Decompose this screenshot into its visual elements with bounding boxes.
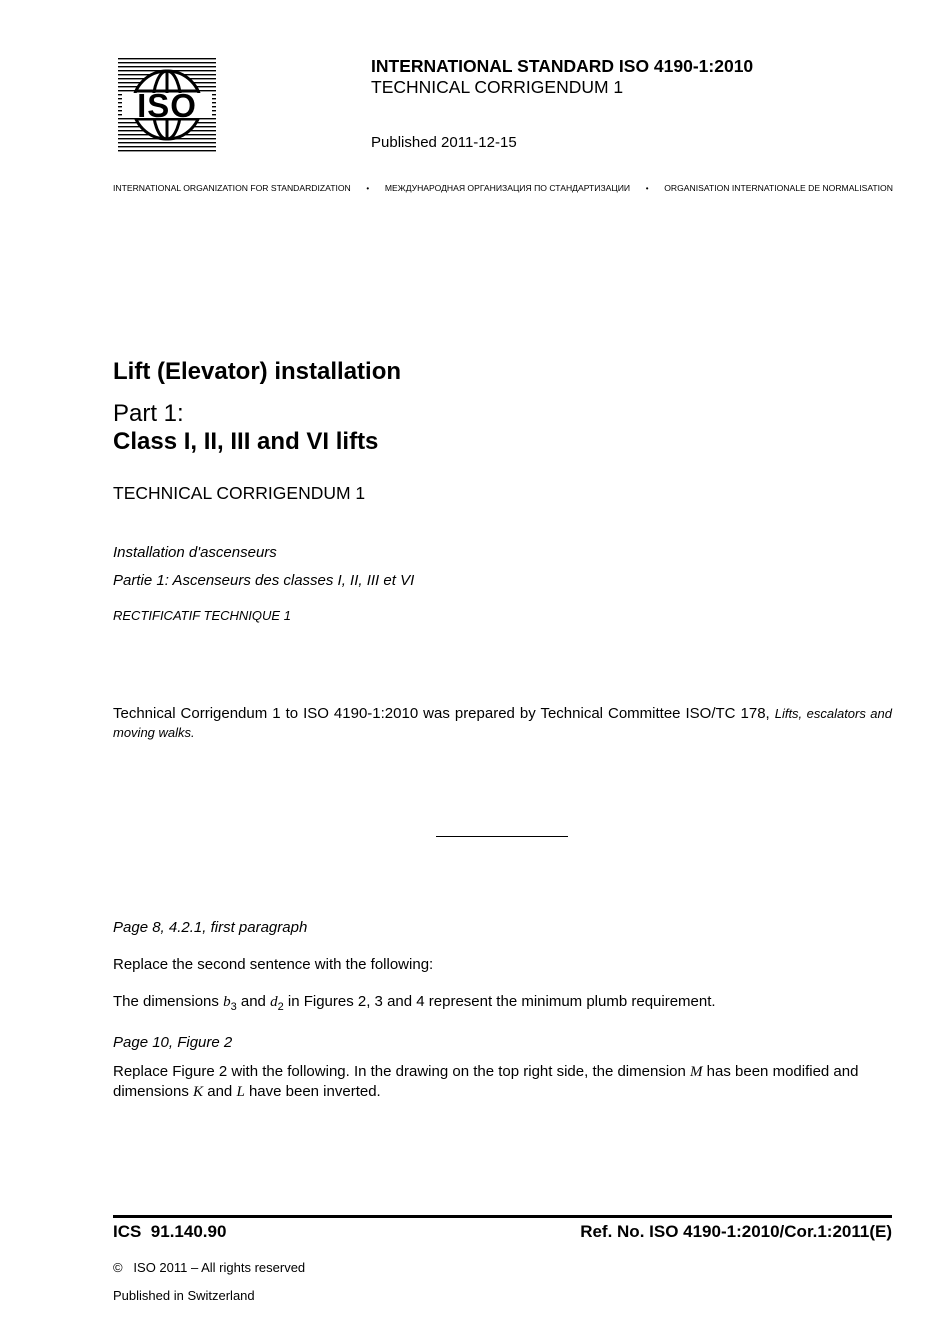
logo-text: ISO bbox=[137, 87, 197, 124]
publication-date: Published 2011-12-15 bbox=[371, 134, 517, 151]
var-b: b bbox=[223, 994, 231, 1010]
ics-code: ICS 91.140.90 bbox=[113, 1222, 227, 1241]
var-d-subscript: 2 bbox=[277, 1001, 284, 1013]
document-part-title: Class I, II, III and VI lifts bbox=[113, 428, 379, 455]
fig-text-2: has been modified and dimensions bbox=[113, 1063, 859, 1100]
reference-number: Ref. No. ISO 4190-1:2010/Cor.1:2011(E) bbox=[580, 1222, 892, 1241]
org-separator: • bbox=[645, 184, 649, 193]
footer-rule bbox=[113, 1215, 892, 1218]
figure-2-instruction bbox=[113, 1062, 892, 1102]
dims-and: and bbox=[236, 993, 271, 1010]
organization-line bbox=[113, 183, 893, 194]
intro-text: Technical Corrigendum 1 to ISO 4190-1:2010 was prepared by Technical Committee ISO/TC 178, bbox=[113, 705, 775, 722]
french-part-title: Partie 1: Ascenseurs des classes I, II, III et VI bbox=[113, 572, 415, 589]
section-reference-page-10: Page 10, Figure 2 bbox=[113, 1034, 233, 1051]
org-name-en: INTERNATIONAL ORGANIZATION FOR STANDARDIZATION bbox=[113, 183, 351, 193]
document-part: Part 1: bbox=[113, 400, 184, 427]
org-name-ru: МЕЖДУНАРОДНАЯ ОРГАНИЗАЦИЯ ПО СТАНДАРТИЗАЦИИ bbox=[384, 183, 631, 193]
dimensions-sentence bbox=[113, 993, 716, 1012]
committee-title: Lifts, escalators and moving walks. bbox=[113, 706, 892, 740]
document-title: Lift (Elevator) installation bbox=[113, 358, 402, 385]
replace-instruction: Replace the second sentence with the following: bbox=[113, 956, 434, 973]
published-in: Published in Switzerland bbox=[113, 1288, 255, 1303]
org-name-fr: ORGANISATION INTERNATIONALE DE NORMALISATION bbox=[664, 183, 893, 193]
french-corrigendum-label: RECTIFICATIF TECHNIQUE 1 bbox=[113, 608, 291, 623]
var-b-subscript: 3 bbox=[230, 1001, 237, 1013]
french-title: Installation d'ascenseurs bbox=[113, 544, 277, 561]
iso-logo bbox=[118, 57, 216, 153]
intro-paragraph bbox=[113, 704, 892, 742]
standard-subtitle: TECHNICAL CORRIGENDUM 1 bbox=[371, 77, 624, 97]
fig-text-3: and bbox=[203, 1083, 237, 1100]
corrigendum-label: TECHNICAL CORRIGENDUM 1 bbox=[113, 483, 366, 503]
dims-suffix: in Figures 2, 3 and 4 represent the minimum plumb requirement. bbox=[283, 993, 716, 1010]
var-l: L bbox=[236, 1084, 245, 1100]
var-d: d bbox=[270, 994, 278, 1010]
standard-title: INTERNATIONAL STANDARD ISO 4190-1:2010 bbox=[371, 56, 754, 76]
var-m: M bbox=[690, 1064, 703, 1080]
org-separator: • bbox=[366, 184, 370, 193]
section-reference-page-8: Page 8, 4.2.1, first paragraph bbox=[113, 919, 308, 936]
fig-text-1: Replace Figure 2 with the following. In the drawing on the top right side, the dimension bbox=[113, 1063, 691, 1080]
separator-line bbox=[436, 836, 568, 837]
var-k: K bbox=[193, 1084, 204, 1100]
fig-text-4: have been inverted. bbox=[244, 1083, 381, 1100]
copyright-notice: © ISO 2011 – All rights reserved bbox=[113, 1260, 306, 1275]
dims-prefix: The dimensions bbox=[113, 993, 224, 1010]
